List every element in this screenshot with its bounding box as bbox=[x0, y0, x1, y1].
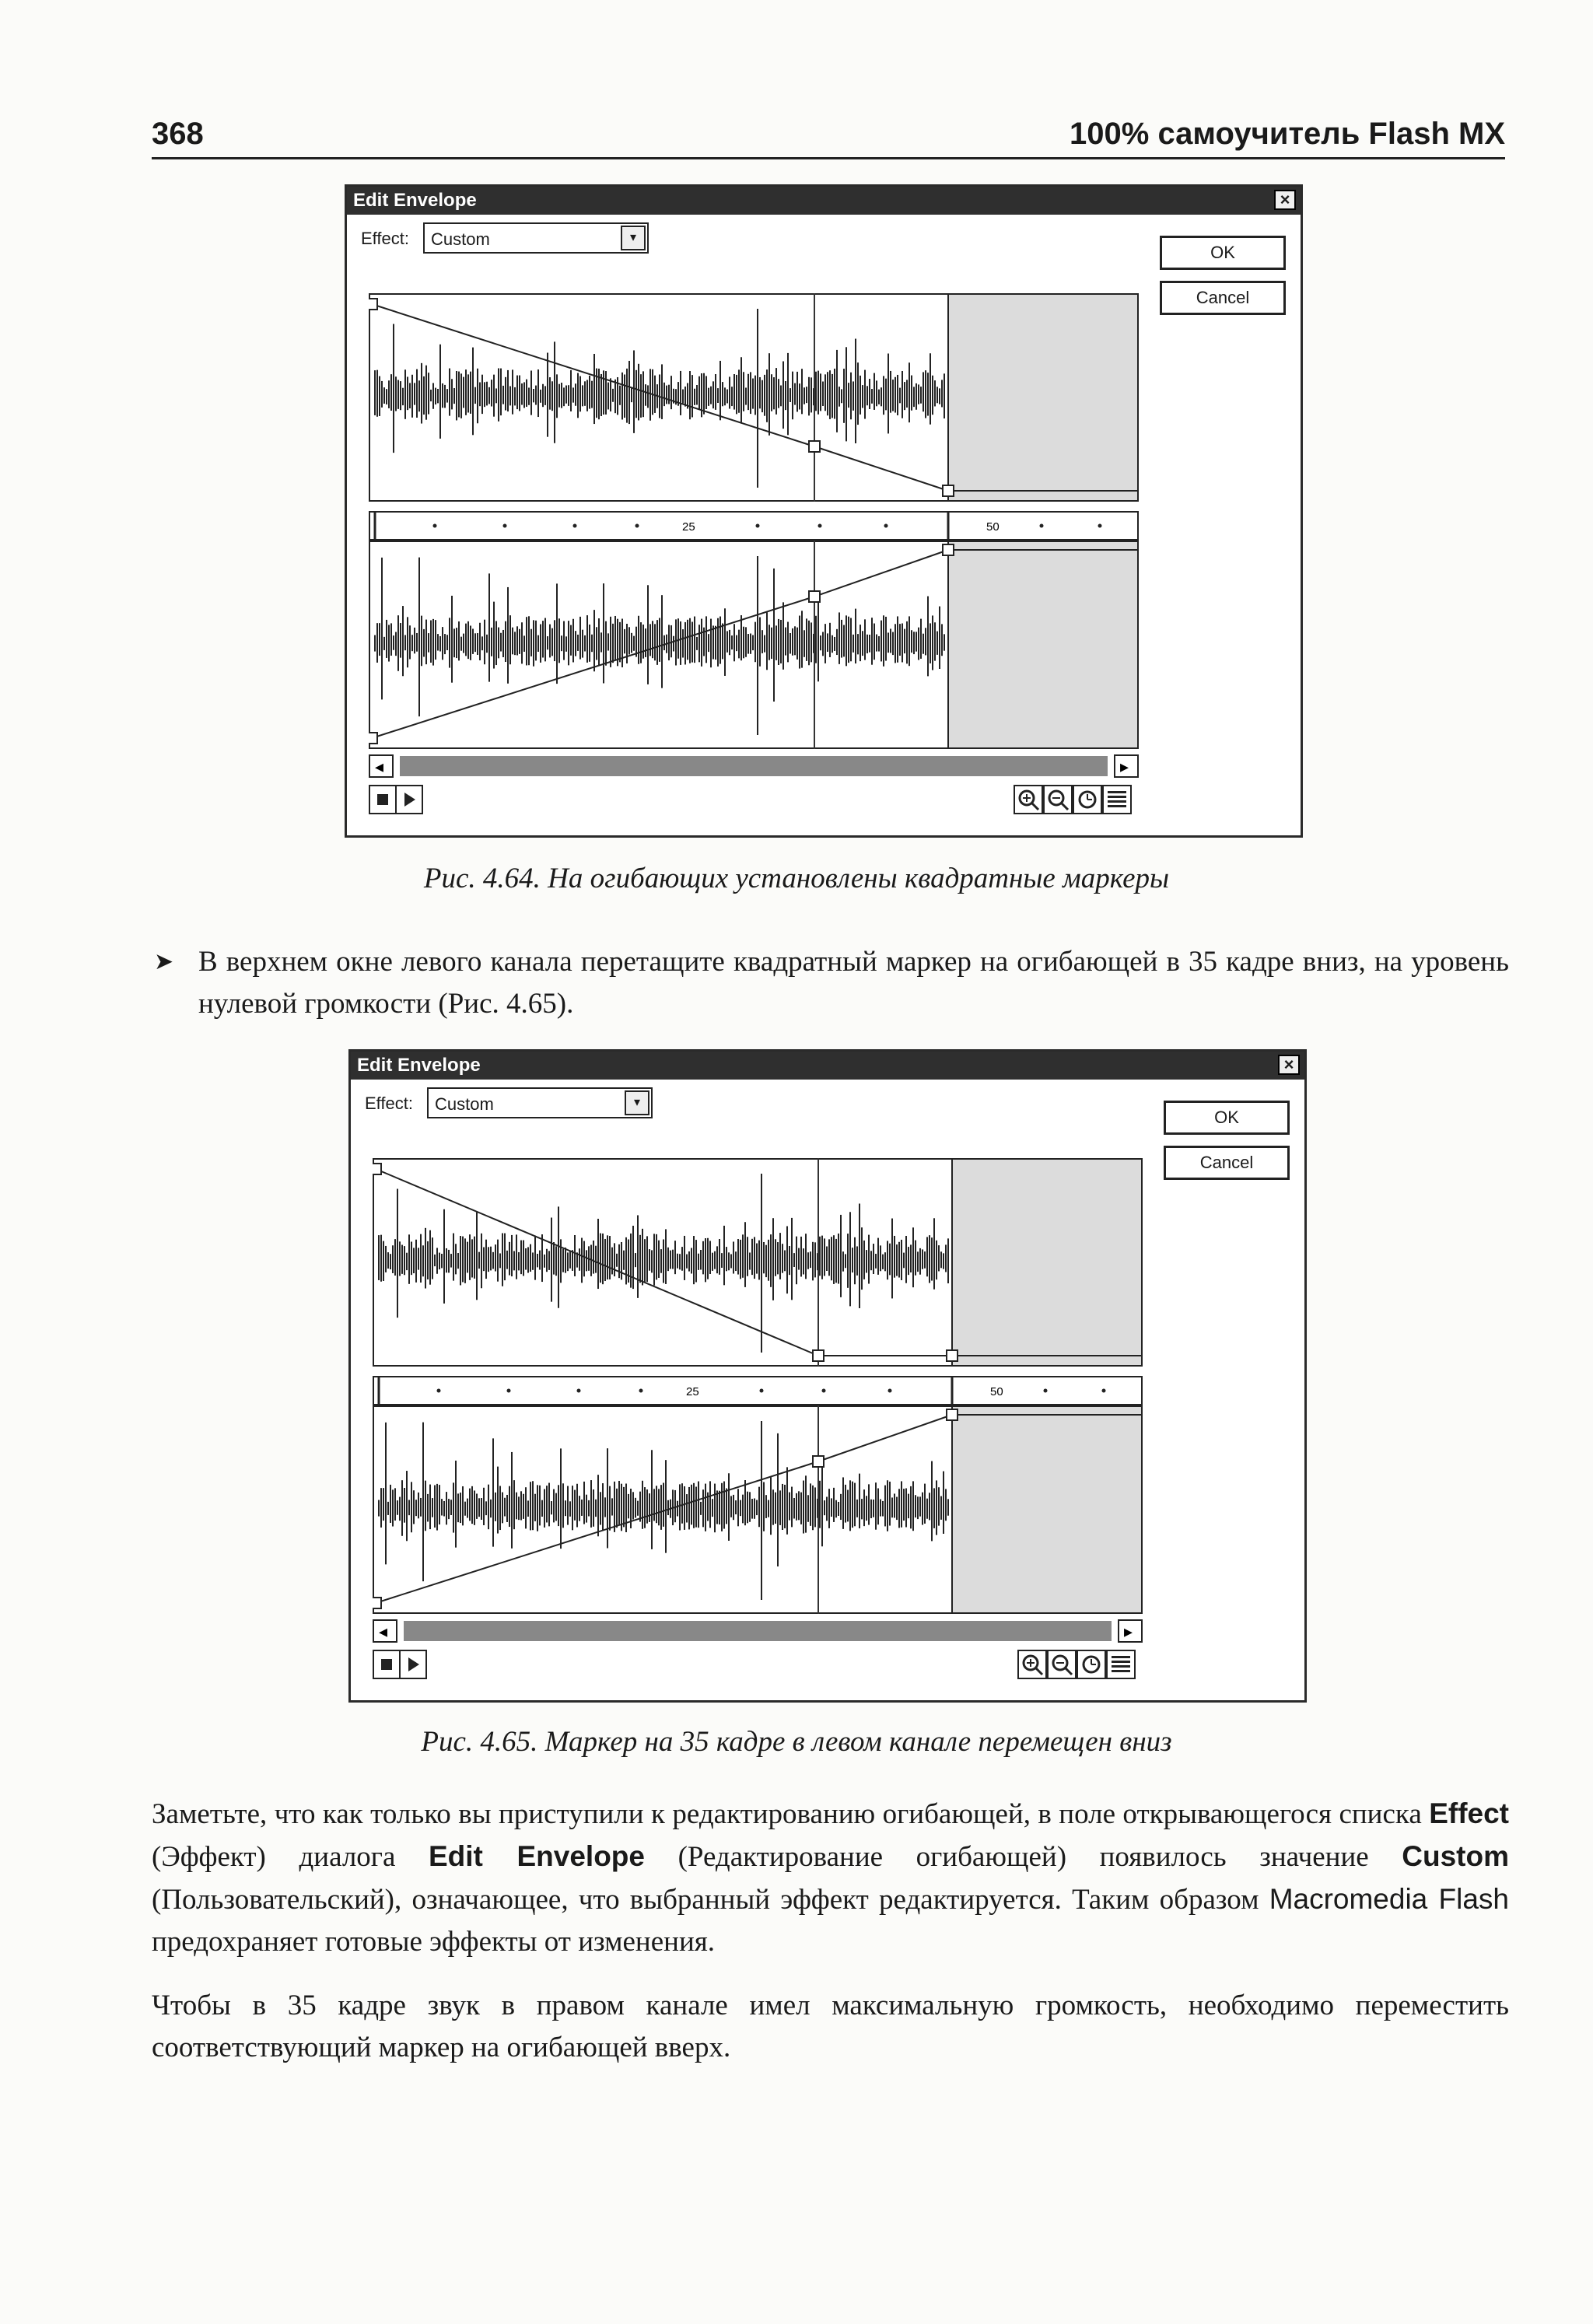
envelope-handle[interactable] bbox=[373, 1598, 381, 1608]
close-button[interactable]: × bbox=[1274, 190, 1296, 210]
title-bar bbox=[351, 1052, 1304, 1080]
ruler-label-50: 50 bbox=[986, 520, 1000, 534]
paragraph-text: предохраняет готовые эффекты от изменения. bbox=[152, 1926, 716, 1958]
effect-label: Effect: bbox=[361, 229, 409, 248]
book-title: 100% самоучитель Flash MX bbox=[1070, 117, 1505, 151]
scroll-right-icon[interactable]: ▸ bbox=[1120, 758, 1129, 777]
envelope-handle[interactable] bbox=[369, 733, 377, 744]
term-edit-envelope: Edit Envelope bbox=[428, 1840, 645, 1872]
close-button[interactable]: × bbox=[1278, 1055, 1300, 1075]
left-channel-waveform[interactable] bbox=[369, 293, 1139, 502]
envelope-handle[interactable] bbox=[813, 1456, 824, 1467]
ruler-label-25: 25 bbox=[682, 520, 695, 534]
frames-button[interactable] bbox=[1107, 1650, 1135, 1678]
stop-icon[interactable] bbox=[381, 1659, 392, 1670]
bullet-arrow-icon: ➤ bbox=[154, 948, 174, 975]
frames-button[interactable] bbox=[1103, 786, 1131, 814]
body-paragraph-2: Чтобы в 35 кадре звук в правом канале имел максимальную громкость, необходимо переместить соответствующий маркер на огибающей вверх. bbox=[152, 1990, 1509, 2063]
cancel-button[interactable]: Cancel bbox=[1160, 281, 1286, 315]
bullet-text: В верхнем окне левого канала перетащите квадратный маркер на огибающей в 35 кадре вниз, на уровень нулевой громкости (Рис. 4.65). bbox=[198, 946, 1509, 1020]
envelope-handle[interactable] bbox=[947, 1350, 958, 1361]
edit-envelope-dialog bbox=[348, 1049, 1307, 1703]
stop-icon[interactable] bbox=[377, 794, 388, 805]
paragraph-text: (Пользовательский), означающее, что выбранный эффект редактируется. Таким образом bbox=[152, 1884, 1269, 1916]
frame-ruler bbox=[373, 1376, 1143, 1405]
ruler-label-50: 50 bbox=[990, 1385, 1003, 1398]
ok-button[interactable]: OK bbox=[1164, 1101, 1290, 1135]
playback-controls bbox=[369, 784, 1139, 817]
ok-button[interactable]: OK bbox=[1160, 236, 1286, 270]
effect-dropdown[interactable] bbox=[423, 222, 649, 254]
term-custom: Custom bbox=[1402, 1840, 1509, 1872]
term-macromedia-flash: Macromedia Flash bbox=[1269, 1883, 1509, 1915]
effect-label: Effect: bbox=[365, 1094, 413, 1113]
scroll-left-icon[interactable]: ◂ bbox=[379, 1622, 388, 1642]
effect-dropdown[interactable] bbox=[427, 1087, 653, 1118]
dialog-title: Edit Envelope bbox=[353, 190, 477, 211]
left-channel-waveform[interactable] bbox=[373, 1158, 1143, 1367]
paragraph-text: Заметьте, что как только вы приступили к редактированию огибающей, в поле открывающегося списка bbox=[152, 1798, 1430, 1830]
figure-caption-4-65: Рис. 4.65. Маркер на 35 кадре в левом канале перемещен вниз bbox=[421, 1726, 1172, 1758]
right-channel-waveform[interactable] bbox=[369, 541, 1139, 749]
scroll-right-icon[interactable]: ▸ bbox=[1124, 1622, 1133, 1642]
paragraph-text: (Редактирование огибающей) появилось значение bbox=[644, 1841, 1402, 1873]
dialog-title: Edit Envelope bbox=[357, 1055, 481, 1076]
page-number: 368 bbox=[152, 117, 204, 151]
dropdown-arrow-icon[interactable]: ▾ bbox=[621, 226, 646, 250]
edit-envelope-dialog bbox=[345, 184, 1303, 838]
figure-caption-4-64: Рис. 4.64. На огибающих установлены квадратные маркеры bbox=[423, 863, 1170, 894]
playback-controls bbox=[373, 1649, 1143, 1682]
paragraph-text: (Эффект) диалога bbox=[152, 1841, 429, 1873]
scroll-left-icon[interactable]: ◂ bbox=[375, 758, 384, 777]
envelope-handle[interactable] bbox=[813, 1350, 824, 1361]
right-channel-waveform[interactable] bbox=[373, 1405, 1143, 1614]
envelope-handle[interactable] bbox=[809, 441, 820, 452]
effect-value: Custom bbox=[435, 1094, 494, 1114]
title-bar bbox=[347, 187, 1301, 215]
envelope-handle[interactable] bbox=[809, 591, 820, 602]
effect-value: Custom bbox=[431, 229, 490, 249]
envelope-handle[interactable] bbox=[373, 1164, 381, 1174]
frame-ruler bbox=[369, 511, 1139, 541]
horizontal-scrollbar[interactable] bbox=[373, 1619, 1143, 1643]
dropdown-arrow-icon[interactable]: ▾ bbox=[625, 1090, 649, 1115]
term-effect: Effect bbox=[1429, 1797, 1509, 1829]
envelope-handle[interactable] bbox=[943, 485, 954, 496]
envelope-handle[interactable] bbox=[369, 299, 377, 310]
envelope-handle[interactable] bbox=[947, 1409, 958, 1420]
cancel-button[interactable]: Cancel bbox=[1164, 1146, 1290, 1180]
ruler-label-25: 25 bbox=[686, 1385, 699, 1398]
body-paragraph bbox=[152, 1793, 1509, 1963]
page-header bbox=[152, 117, 1505, 159]
envelope-handle[interactable] bbox=[943, 544, 954, 555]
horizontal-scrollbar[interactable] bbox=[369, 754, 1139, 778]
instruction-bullet bbox=[156, 941, 1509, 1025]
